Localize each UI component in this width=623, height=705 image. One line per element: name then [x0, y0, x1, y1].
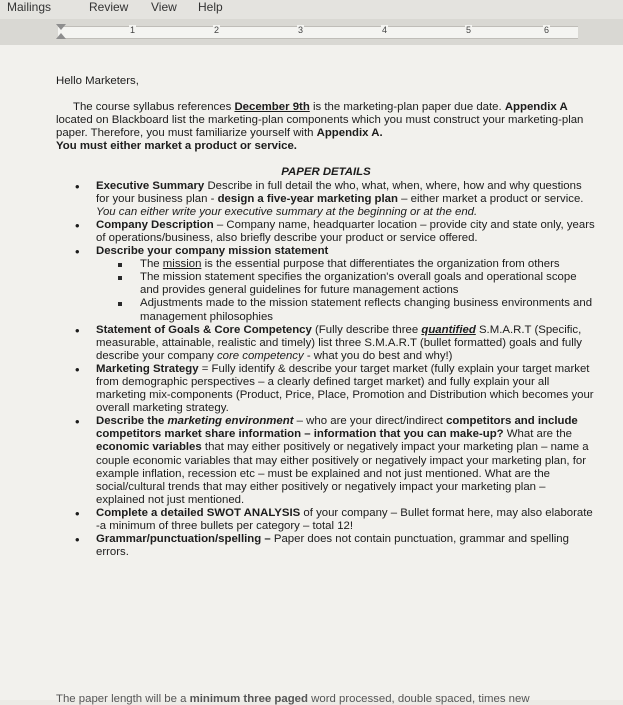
ruler-number: 6 [544, 25, 550, 35]
ruler-number: 1 [130, 25, 136, 35]
menu-review[interactable]: Review [89, 0, 129, 14]
ruler-number: 2 [214, 25, 220, 35]
menu-bar [0, 0, 623, 20]
list-item-swot: • Complete a detailed SWOT ANALYSIS of your company – Bullet format here, may also elaborate -a minimum of three bullets per category – total 12! [96, 507, 596, 533]
due-date: December 9th [234, 101, 310, 114]
mission-sublist [56, 258, 596, 323]
menu-help[interactable]: Help [198, 0, 223, 14]
ruler-number: 4 [382, 25, 388, 35]
list-item-executive-summary: • Executive Summary Describe in full detail the who, what, when, where, how and why questions for your business plan - design a five-year marketing plan – either market a product or service. You can either write your executive summary at the beginning or at the end. [96, 180, 596, 219]
greeting: Hello Marketers, [56, 75, 139, 87]
paper-details-list [56, 180, 596, 259]
list-item-grammar: • Grammar/punctuation/spelling – Paper does not contain punctuation, grammar and spelling errors. [96, 533, 596, 559]
section-heading: PAPER DETAILS [281, 166, 371, 179]
intro-requirement: You must either market a product or service. [56, 140, 297, 153]
paper-details-list-continued [56, 324, 596, 560]
list-item-mission-goals: The mission statement specifies the organization's overall goals and operational scope and provides general guidelines for future management actions [140, 271, 596, 297]
list-item-mission-purpose: The mission is the essential purpose that differentiates the organization from others [140, 258, 596, 271]
list-item-mission-statement: • Describe your company mission statement [96, 245, 596, 258]
ruler-number: 5 [466, 25, 472, 35]
list-item-company-description: • Company Description – Company name, headquarter location – provide city and state only, years of operations/business, also briefly describe your product or service offered. [96, 219, 596, 245]
list-item-goals: • Statement of Goals & Core Competency (Fully describe three quantified S.M.A.R.T (Specific, measurable, attainable, realistic and timely) list three S.M.A.R.T (bullet formatted) goals and fully describe your company core competency - what you do best and why!) [96, 324, 596, 363]
cut-off-paragraph: The paper length will be a minimum three paged word processed, double spaced, times new [56, 693, 530, 705]
first-line-indent-marker[interactable] [56, 24, 66, 30]
ruler-number: 3 [298, 25, 304, 35]
document-body[interactable] [56, 75, 596, 559]
intro-paragraph: The course syllabus references December 9th is the marketing-plan paper due date. Appendix A located on Blackboard list the marketing-plan components which you must construct your marketing-plan paper. Therefore, you must familiarize yourself with Appendix A. [56, 101, 584, 140]
left-indent-marker[interactable] [56, 33, 66, 39]
menu-mailings[interactable]: Mailings [7, 0, 52, 14]
menu-view[interactable]: View [151, 0, 177, 14]
list-item-marketing-environment: • Describe the marketing environment – who are your direct/indirect competitors and include competitors market share information – information that you can make-up? What are the economic variables that may either positively or negatively impact your marketing plan – name a couple economic variables that may either positively or negatively impact your marketing plan, for example inflation, recession etc – must be explained and not just mentioned. What are the social/cultural trends that may either positively or negatively impact your marketing plan – explained not just mentioned. [96, 415, 596, 507]
list-item-marketing-strategy: • Marketing Strategy = Fully identify & describe your target market (fully explain your target market from demographic perspectives – a clearly defined target market) and fully explain your all marketing mix-components (Product, Price, Place, Promotion and Distribution which becomes your overall marketing strategy. [96, 363, 596, 415]
list-item-mission-adjustments: Adjustments made to the mission statement reflects changing business environments and management philosophies [140, 297, 596, 323]
document-page[interactable] [0, 45, 623, 705]
horizontal-ruler[interactable] [0, 19, 623, 45]
